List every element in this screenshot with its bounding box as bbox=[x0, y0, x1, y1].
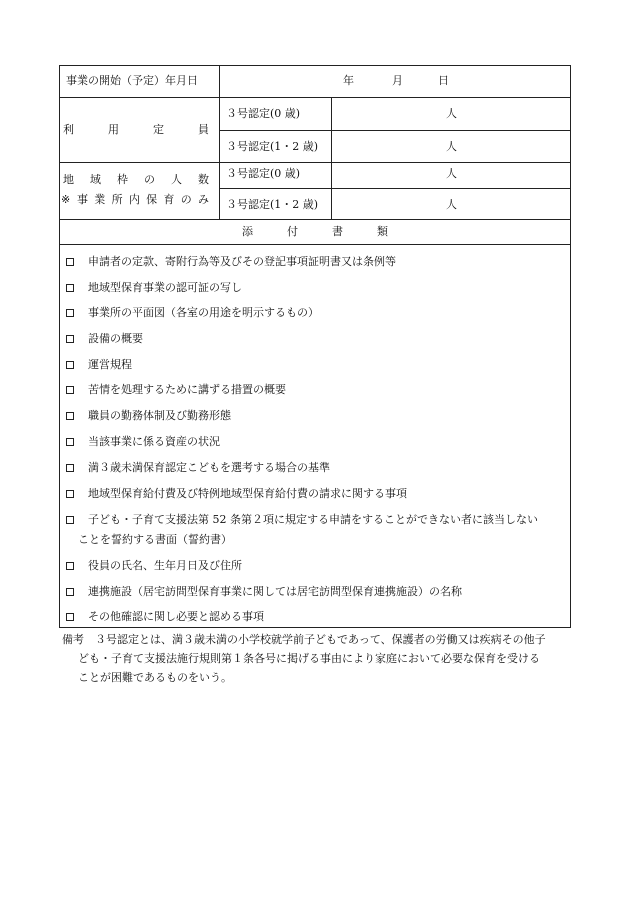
attachment-item-label: 地域型保育給付費及び特例地域型保育給付費の請求に関する事項 bbox=[88, 487, 407, 500]
attachment-item-label: 事業所の平面図（各室の用途を明示するもの） bbox=[88, 306, 319, 319]
rule-capacity-bottom bbox=[59, 162, 571, 163]
attachment-item[interactable] bbox=[66, 306, 319, 320]
capacity-age12-unit: 人 bbox=[446, 140, 457, 153]
attachments-header-char: 類 bbox=[377, 225, 388, 238]
capacity-age12-label: ３号認定(1・2 歳) bbox=[226, 140, 319, 153]
rule-label-column bbox=[219, 65, 220, 220]
regional-note-mark: ※ bbox=[61, 193, 71, 206]
checkbox-icon[interactable] bbox=[66, 490, 74, 498]
checkbox-icon[interactable] bbox=[66, 309, 74, 317]
attachment-item[interactable] bbox=[66, 332, 143, 346]
checkbox-icon[interactable] bbox=[66, 412, 74, 420]
attachment-item-label: 職員の勤務体制及び勤務形態 bbox=[88, 409, 231, 422]
start-date-year: 年 bbox=[343, 74, 354, 87]
attachment-item-continuation: ことを誓約する書面（誓約書） bbox=[78, 533, 232, 546]
start-date-label: 事業の開始（予定）年月日 bbox=[66, 74, 198, 87]
checkbox-icon[interactable] bbox=[66, 438, 74, 446]
attachment-item[interactable] bbox=[66, 513, 538, 527]
regional-label-line1 bbox=[63, 173, 209, 187]
regional-label-line2 bbox=[77, 193, 209, 207]
checkbox-icon[interactable] bbox=[66, 562, 74, 570]
rule-capacity-mid bbox=[219, 130, 571, 131]
capacity-label-char: 用 bbox=[108, 123, 119, 136]
attachment-item-label: 運営規程 bbox=[88, 358, 132, 371]
regional-note-char: 育 bbox=[163, 193, 175, 206]
regional-age12-label: ３号認定(1・2 歳) bbox=[226, 198, 319, 211]
attachment-item[interactable] bbox=[66, 461, 330, 475]
capacity-label-char: 利 bbox=[63, 123, 74, 136]
regional-note-char: 内 bbox=[128, 193, 140, 206]
checkbox-icon[interactable] bbox=[66, 258, 74, 266]
regional-age0-unit: 人 bbox=[446, 167, 457, 180]
checkbox-icon[interactable] bbox=[66, 284, 74, 292]
checkbox-icon[interactable] bbox=[66, 386, 74, 394]
regional-label-char: の bbox=[144, 173, 155, 186]
rule-regional-bottom bbox=[59, 219, 571, 220]
attachment-item-label: 苦情を処理するために講ずる措置の概要 bbox=[88, 383, 286, 396]
attachment-item-label: 設備の概要 bbox=[88, 332, 143, 345]
checkbox-icon[interactable] bbox=[66, 516, 74, 524]
attachment-item[interactable] bbox=[66, 559, 242, 573]
attachment-item-label: 連携施設（居宅訪問型保育事業に関しては居宅訪問型保育連携施設）の名称 bbox=[88, 585, 462, 598]
regional-age12-unit: 人 bbox=[446, 198, 457, 211]
remarks-line-3: ことが困難であるものをいう。 bbox=[78, 671, 232, 684]
checkbox-icon[interactable] bbox=[66, 464, 74, 472]
attachment-item[interactable] bbox=[66, 383, 286, 397]
capacity-age0-unit: 人 bbox=[446, 107, 457, 120]
regional-label-char: 地 bbox=[63, 173, 74, 186]
regional-note-char: 保 bbox=[146, 193, 158, 206]
start-date-day: 日 bbox=[438, 74, 449, 87]
checkbox-icon[interactable] bbox=[66, 335, 74, 343]
attachment-item[interactable] bbox=[66, 585, 462, 599]
rule-attachments-header-bottom bbox=[59, 244, 571, 245]
attachment-item-label: 地域型保育事業の認可証の写し bbox=[88, 281, 242, 294]
attachments-header bbox=[242, 225, 388, 239]
regional-note-char: の bbox=[180, 193, 192, 206]
regional-note-char: 事 bbox=[77, 193, 88, 206]
attachment-item-label: その他確認に関し必要と認める事項 bbox=[88, 610, 264, 623]
attachment-item-label: 役員の氏名、生年月日及び住所 bbox=[88, 559, 242, 572]
attachment-item-label: 満３歳未満保育認定こどもを選考する場合の基準 bbox=[88, 461, 330, 474]
regional-label-char: 数 bbox=[198, 173, 209, 186]
checkbox-icon[interactable] bbox=[66, 613, 74, 621]
attachment-item[interactable] bbox=[66, 487, 407, 501]
attachment-item-label: 子ども・子育て支援法第 52 条第２項に規定する申請をすることができない者に該当しない bbox=[88, 513, 538, 526]
regional-note-char: 業 bbox=[94, 193, 106, 206]
attachment-item-label: 申請者の定款、寄附行為等及びその登記事項証明書又は条例等 bbox=[88, 255, 396, 268]
checkbox-icon[interactable] bbox=[66, 361, 74, 369]
start-date-month: 月 bbox=[392, 74, 403, 87]
capacity-age0-label: ３号認定(0 歳) bbox=[226, 107, 301, 120]
attachment-item[interactable] bbox=[66, 358, 132, 372]
rule-regional-mid bbox=[219, 188, 571, 189]
remarks-line-1: 備考 ３号認定とは、満３歳未満の小学校就学前子どもであって、保護者の労働又は疾病その他子 bbox=[62, 633, 546, 646]
regional-note-char: 所 bbox=[111, 193, 123, 206]
attachment-item[interactable] bbox=[66, 435, 220, 449]
attachment-item-label: 当該事業に係る資産の状況 bbox=[88, 435, 220, 448]
attachment-item[interactable] bbox=[66, 409, 231, 423]
remarks-line-2: ども・子育て支援法施行規則第１条各号に掲げる事由により家庭において必要な保育を受ける bbox=[78, 652, 540, 665]
rule-start-date-bottom bbox=[59, 97, 571, 98]
regional-note-char: み bbox=[197, 193, 209, 206]
capacity-label-char: 定 bbox=[153, 123, 164, 136]
regional-label-char: 域 bbox=[90, 173, 101, 186]
capacity-label bbox=[63, 123, 209, 137]
attachment-item[interactable] bbox=[66, 255, 396, 269]
regional-label-char: 枠 bbox=[117, 173, 128, 186]
regional-age0-label: ３号認定(0 歳) bbox=[226, 167, 301, 180]
attachment-item[interactable] bbox=[66, 281, 242, 295]
attachments-header-char: 付 bbox=[287, 225, 298, 238]
rule-unit-column bbox=[331, 97, 332, 220]
attachments-header-char: 書 bbox=[332, 225, 343, 238]
regional-label-char: 人 bbox=[171, 173, 182, 186]
capacity-label-char: 員 bbox=[198, 123, 209, 136]
attachments-header-char: 添 bbox=[242, 225, 253, 238]
attachment-item[interactable] bbox=[66, 610, 264, 624]
checkbox-icon[interactable] bbox=[66, 588, 74, 596]
